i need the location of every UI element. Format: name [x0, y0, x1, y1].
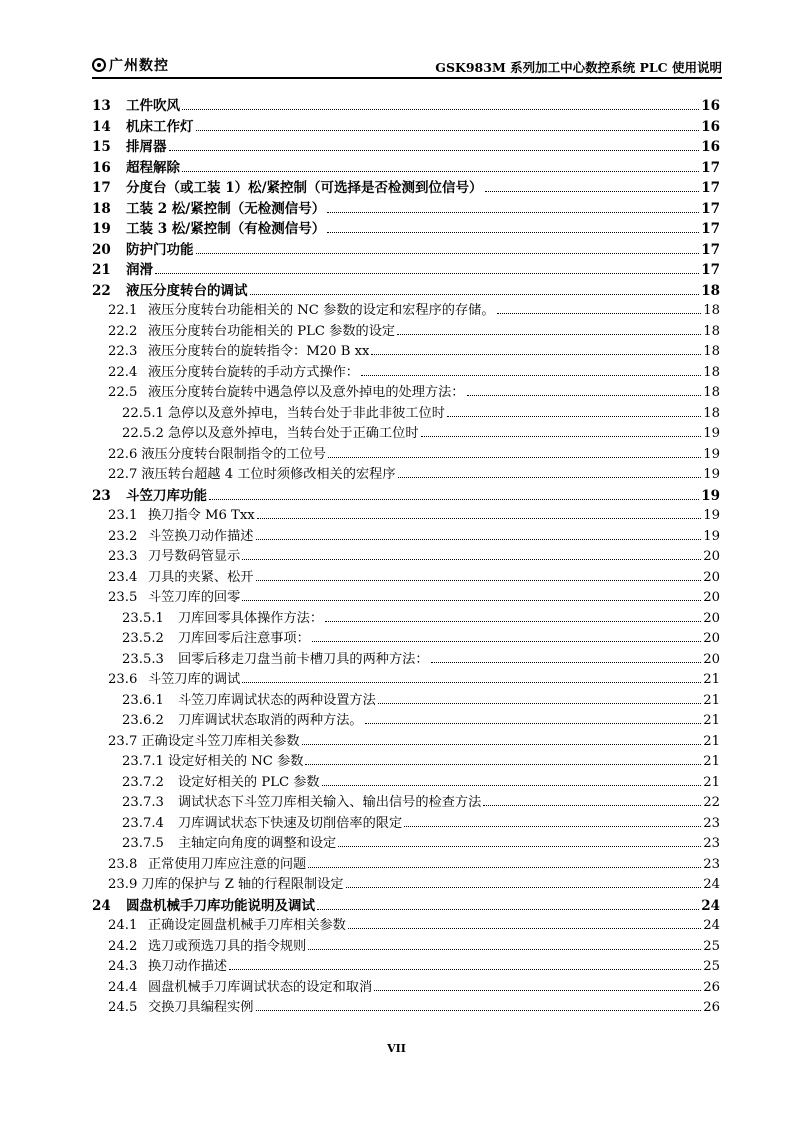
toc-entry-page: 17 — [701, 159, 720, 176]
toc-entry-title: 防护门功能 — [126, 241, 194, 258]
toc-entry-number: 21 — [92, 262, 111, 278]
toc-entry-title: 刀号数码管显示 — [148, 549, 241, 564]
toc-entry-page: 17 — [701, 221, 720, 237]
toc-entry[interactable] — [92, 135, 720, 156]
toc-entry-number: 24.5 — [108, 1000, 138, 1015]
toc-entry-number: 24.3 — [108, 959, 138, 974]
toc-entry[interactable] — [92, 320, 720, 341]
toc-entry[interactable] — [92, 422, 720, 443]
toc-dot-leader — [155, 273, 699, 274]
toc-dot-leader — [242, 600, 701, 601]
toc-dot-leader — [371, 354, 701, 355]
toc-entry[interactable] — [92, 914, 720, 935]
toc-dot-leader — [325, 621, 701, 622]
toc-entry-number: 24 — [92, 897, 111, 914]
toc-entry[interactable] — [92, 504, 720, 525]
toc-dot-leader — [242, 682, 701, 683]
toc-dot-leader — [398, 477, 702, 478]
toc-entry-title: 分度台（或工装 1）松/紧控制（可选择是否检测到位信号） — [126, 180, 483, 196]
toc-entry-page: 24 — [703, 918, 720, 933]
toc-entry-page: 20 — [703, 590, 720, 605]
toc-entry[interactable] — [92, 709, 720, 730]
toc-entry[interactable] — [92, 443, 720, 464]
toc-entry[interactable] — [92, 525, 720, 546]
toc-entry[interactable] — [92, 361, 720, 382]
toc-entry-title: 液压分度转台功能相关的 PLC 参数的设定 — [148, 323, 396, 339]
toc-dot-leader — [327, 232, 699, 233]
toc-entry-title: 排屑器 — [126, 139, 167, 155]
toc-dot-leader — [312, 641, 701, 642]
toc-entry-title: 工件吹风 — [126, 98, 180, 114]
toc-entry-page: 19 — [703, 508, 720, 523]
toc-entry-page: 25 — [703, 959, 720, 974]
toc-dot-leader — [467, 395, 702, 396]
toc-entry-title: 斗笠换刀动作描述 — [148, 528, 254, 544]
toc-entry-title: 斗笠刀库的回零 — [148, 590, 241, 605]
toc-dot-leader — [421, 436, 702, 437]
toc-entry-title: 液压转台超越 4 工位时须修改相关的宏程序 — [141, 467, 396, 482]
toc-entry-page: 21 — [703, 672, 720, 687]
toc-entry-page: 20 — [703, 651, 720, 667]
toc-entry-number: 16 — [92, 159, 111, 176]
toc-entry[interactable] — [92, 463, 720, 484]
toc-entry[interactable] — [92, 217, 720, 238]
toc-dot-leader — [256, 539, 702, 540]
toc-entry-number: 22.1 — [108, 303, 138, 318]
toc-dot-leader — [378, 703, 701, 704]
toc-entry-title: 工装 3 松/紧控制（有检测信号） — [126, 221, 326, 237]
toc-entry-number: 23.5.1 — [122, 610, 164, 626]
toc-dot-leader — [322, 785, 702, 786]
toc-entry-number: 23 — [92, 487, 111, 504]
toc-entry-title: 选刀或预选刀具的指令规则 — [148, 938, 307, 954]
toc-entry[interactable] — [92, 238, 720, 259]
toc-dot-leader — [257, 518, 702, 519]
toc-entry-page: 20 — [703, 631, 720, 646]
toc-dot-leader — [256, 580, 702, 581]
toc-entry[interactable] — [92, 791, 720, 812]
toc-entry-page: 18 — [703, 385, 720, 400]
toc-entry-number: 23.7.2 — [122, 774, 164, 790]
toc-entry-number: 23.7.1 — [122, 754, 164, 769]
toc-entry-title: 正确设定斗笠刀库相关参数 — [141, 733, 300, 749]
toc-entry-title: 交换刀具编程实例 — [148, 1000, 254, 1015]
toc-entry-title: 回零后移走刀盘当前卡槽刀具的两种方法： — [178, 651, 429, 667]
toc-entry-number: 23.5.3 — [122, 651, 164, 667]
toc-entry-number: 22.2 — [108, 323, 138, 339]
toc-entry-number: 22 — [92, 282, 111, 299]
toc-entry[interactable] — [92, 279, 720, 300]
toc-entry-number: 14 — [92, 118, 111, 135]
toc-dot-leader — [256, 1010, 702, 1011]
toc-entry[interactable] — [92, 94, 720, 115]
toc-entry[interactable] — [92, 340, 720, 361]
toc-entry-title: 正确设定圆盘机械手刀库相关参数 — [148, 918, 346, 933]
document-title: GSK983M 系列加工中心数控系统 PLC 使用说明 — [435, 60, 722, 75]
toc-dot-leader — [317, 909, 699, 910]
toc-entry[interactable] — [92, 176, 720, 197]
toc-entry-title: 设定好相关的 PLC 参数 — [178, 774, 320, 790]
toc-entry-title: 工装 2 松/紧控制（无检测信号） — [126, 200, 326, 217]
toc-entry-number: 22.5 — [108, 385, 138, 400]
toc-dot-leader — [361, 375, 701, 376]
toc-entry-number: 23.8 — [108, 856, 138, 872]
toc-entry[interactable] — [92, 115, 720, 136]
toc-entry[interactable] — [92, 668, 720, 689]
toc-entry-number: 15 — [92, 139, 111, 155]
toc-entry-number: 23.2 — [108, 528, 138, 544]
toc-entry-page: 17 — [701, 262, 720, 278]
toc-dot-leader — [328, 457, 701, 458]
toc-dot-leader — [302, 744, 702, 745]
toc-dot-leader — [229, 969, 701, 970]
toc-entry-page: 22 — [703, 795, 720, 810]
toc-entry[interactable] — [92, 771, 720, 792]
toc-entry-page: 18 — [703, 323, 720, 339]
toc-entry-page: 18 — [703, 344, 720, 359]
toc-entry-title: 超程解除 — [126, 159, 180, 176]
toc-entry-page: 16 — [701, 118, 720, 135]
toc-entry-title: 主轴定向角度的调整和设定 — [178, 836, 337, 851]
logo-icon — [92, 58, 106, 72]
toc-entry-page: 17 — [701, 200, 720, 217]
toc-dot-leader — [169, 150, 700, 151]
toc-dot-leader — [485, 191, 700, 192]
toc-dot-leader — [431, 662, 702, 663]
toc-entry-title: 调试状态下斗笠刀库相关输入、输出信号的检查方法 — [178, 795, 482, 810]
toc-entry-page: 19 — [703, 528, 720, 544]
toc-entry-page: 16 — [701, 98, 720, 114]
toc-entry[interactable] — [92, 648, 720, 669]
toc-entry[interactable] — [92, 730, 720, 751]
toc-entry-page: 21 — [703, 692, 720, 708]
toc-entry-page: 23 — [703, 815, 720, 831]
toc-entry-number: 24.1 — [108, 918, 138, 933]
toc-dot-leader — [338, 846, 701, 847]
toc-entry-title: 刀库调试状态取消的两种方法。 — [178, 713, 363, 728]
toc-dot-leader — [308, 949, 701, 950]
toc-entry-title: 正常使用刀库应注意的问题 — [148, 856, 307, 872]
toc-entry-title: 刀库调试状态下快速及切削倍率的限定 — [178, 815, 403, 831]
toc-entry-title: 刀库回零后注意事项： — [178, 631, 310, 646]
toc-entry-number: 23.5 — [108, 590, 138, 605]
toc-dot-leader — [196, 253, 700, 254]
toc-entry-number: 22.5.1 — [122, 405, 164, 421]
toc-entry-number: 22.7 — [108, 467, 138, 482]
toc-entry-page: 26 — [703, 979, 720, 995]
table-of-contents — [92, 94, 720, 1017]
toc-entry-title: 液压分度转台功能相关的 NC 参数的设定和宏程序的存储。 — [148, 303, 495, 318]
logo-text: 广州数控 — [109, 58, 169, 74]
toc-entry-number: 22.4 — [108, 364, 138, 380]
toc-entry-title: 润滑 — [126, 262, 153, 278]
toc-entry-title: 斗笠刀库的调试 — [148, 672, 241, 687]
toc-entry-page: 20 — [703, 549, 720, 564]
toc-entry[interactable] — [92, 566, 720, 587]
toc-entry-page: 18 — [703, 303, 720, 318]
toc-dot-leader — [397, 334, 701, 335]
toc-entry-title: 圆盘机械手刀库功能说明及调试 — [126, 897, 315, 914]
toc-entry-number: 18 — [92, 200, 111, 217]
toc-entry-title: 换刀动作描述 — [148, 959, 228, 974]
toc-entry[interactable] — [92, 402, 720, 423]
toc-entry-title: 刀库的保护与 Z 轴的行程限制设定 — [141, 877, 344, 892]
toc-entry[interactable] — [92, 812, 720, 833]
toc-entry-page: 23 — [703, 856, 720, 872]
toc-entry[interactable] — [92, 996, 720, 1017]
toc-entry[interactable] — [92, 586, 720, 607]
toc-entry-number: 23.7 — [108, 733, 138, 749]
toc-entry-number: 23.1 — [108, 508, 138, 523]
toc-entry-number: 23.6.1 — [122, 692, 164, 708]
toc-entry-title: 液压分度转台旋转的手动方式操作： — [148, 364, 359, 380]
toc-entry-number: 23.7.5 — [122, 836, 164, 851]
toc-entry-page: 25 — [703, 938, 720, 954]
toc-entry-number: 23.9 — [108, 877, 138, 892]
toc-entry-page: 26 — [703, 1000, 720, 1015]
toc-entry[interactable] — [92, 545, 720, 566]
toc-dot-leader — [447, 416, 701, 417]
toc-entry-title: 急停以及意外掉电，当转台处于非此非彼工位时 — [167, 405, 445, 421]
toc-entry-title: 液压分度转台限制指令的工位号 — [141, 446, 326, 462]
toc-entry-number: 24.2 — [108, 938, 138, 954]
toc-entry-page: 21 — [703, 713, 720, 728]
toc-entry-number: 24.4 — [108, 979, 138, 995]
toc-dot-leader — [250, 294, 700, 295]
page-header — [92, 56, 722, 76]
toc-entry-number: 22.3 — [108, 344, 138, 359]
toc-entry-number: 22.5.2 — [122, 426, 164, 441]
toc-entry[interactable] — [92, 258, 720, 279]
toc-entry-title: 斗笠刀库功能 — [126, 487, 207, 504]
toc-dot-leader — [483, 805, 701, 806]
toc-entry-number: 23.7.4 — [122, 815, 164, 831]
toc-entry-title: 急停以及意外掉电，当转台处于正确工位时 — [167, 426, 419, 441]
toc-entry[interactable] — [92, 955, 720, 976]
toc-entry-title: 液压分度转台的旋转指令：M20 B xx — [148, 344, 370, 359]
toc-entry[interactable] — [92, 607, 720, 628]
toc-dot-leader — [346, 887, 702, 888]
toc-dot-leader — [365, 723, 702, 724]
toc-entry-number: 22.6 — [108, 446, 138, 462]
toc-dot-leader — [327, 212, 699, 213]
toc-entry-number: 23.5.2 — [122, 631, 164, 646]
toc-dot-leader — [242, 559, 701, 560]
toc-entry-title: 设定好相关的 NC 参数 — [167, 754, 304, 769]
toc-entry-page: 23 — [703, 836, 720, 851]
toc-entry[interactable] — [92, 689, 720, 710]
toc-entry-number: 23.6.2 — [122, 713, 164, 728]
toc-entry[interactable] — [92, 381, 720, 402]
toc-entry-title: 液压分度转台的调试 — [126, 282, 248, 299]
toc-entry[interactable] — [92, 197, 720, 218]
toc-entry-number: 23.4 — [108, 569, 138, 585]
toc-entry-title: 圆盘机械手刀库调试状态的设定和取消 — [148, 979, 373, 995]
toc-entry-page: 19 — [703, 426, 720, 441]
toc-entry[interactable] — [92, 299, 720, 320]
toc-entry-number: 19 — [92, 221, 111, 237]
toc-entry-number: 23.3 — [108, 549, 138, 564]
toc-dot-leader — [209, 499, 699, 500]
toc-entry[interactable] — [92, 853, 720, 874]
toc-entry-page: 21 — [703, 774, 720, 790]
toc-entry-page: 19 — [701, 487, 720, 504]
toc-entry-page: 17 — [701, 241, 720, 258]
toc-entry-title: 斗笠刀库调试状态的两种设置方法 — [178, 692, 376, 708]
toc-entry-title: 刀库回零具体操作方法： — [178, 610, 324, 626]
toc-entry-title: 液压分度转台旋转中遇急停以及意外掉电的处理方法： — [148, 385, 465, 400]
toc-entry[interactable] — [92, 894, 720, 915]
toc-entry[interactable] — [92, 484, 720, 505]
toc-dot-leader — [308, 867, 701, 868]
toc-entry-page: 20 — [703, 569, 720, 585]
toc-entry[interactable] — [92, 935, 720, 956]
toc-entry-page: 17 — [701, 180, 720, 196]
page-number: VII — [387, 1042, 406, 1055]
toc-entry-page: 16 — [701, 139, 720, 155]
toc-entry-title: 机床工作灯 — [126, 118, 194, 135]
toc-entry-title: 刀具的夹紧、松开 — [148, 569, 254, 585]
toc-entry-page: 20 — [703, 610, 720, 626]
toc-entry-number: 23.6 — [108, 672, 138, 687]
header-divider — [92, 77, 722, 79]
toc-entry[interactable] — [92, 627, 720, 648]
toc-entry[interactable] — [92, 832, 720, 853]
toc-entry-page: 19 — [703, 467, 720, 482]
toc-entry-number: 13 — [92, 98, 111, 114]
toc-entry-page: 18 — [701, 282, 720, 299]
toc-dot-leader — [497, 313, 702, 314]
toc-entry-page: 21 — [703, 733, 720, 749]
toc-entry[interactable] — [92, 873, 720, 894]
toc-dot-leader — [348, 928, 701, 929]
toc-entry-page: 24 — [703, 877, 720, 892]
toc-entry-number: 17 — [92, 180, 111, 196]
toc-dot-leader — [305, 764, 701, 765]
toc-entry[interactable] — [92, 976, 720, 997]
toc-entry-number: 20 — [92, 241, 111, 258]
toc-entry-page: 18 — [703, 405, 720, 421]
toc-dot-leader — [404, 826, 701, 827]
toc-entry-title: 换刀指令 M6 Txx — [148, 508, 255, 523]
toc-entry-page: 21 — [703, 754, 720, 769]
toc-entry-number: 23.7.3 — [122, 795, 164, 810]
toc-dot-leader — [374, 990, 701, 991]
toc-dot-leader — [182, 109, 699, 110]
toc-entry[interactable] — [92, 156, 720, 177]
company-logo — [92, 56, 169, 74]
toc-entry-page: 24 — [701, 897, 720, 914]
toc-dot-leader — [182, 171, 699, 172]
toc-entry[interactable] — [92, 750, 720, 771]
toc-entry-page: 18 — [703, 364, 720, 380]
toc-dot-leader — [196, 130, 700, 131]
toc-entry-page: 19 — [703, 446, 720, 462]
